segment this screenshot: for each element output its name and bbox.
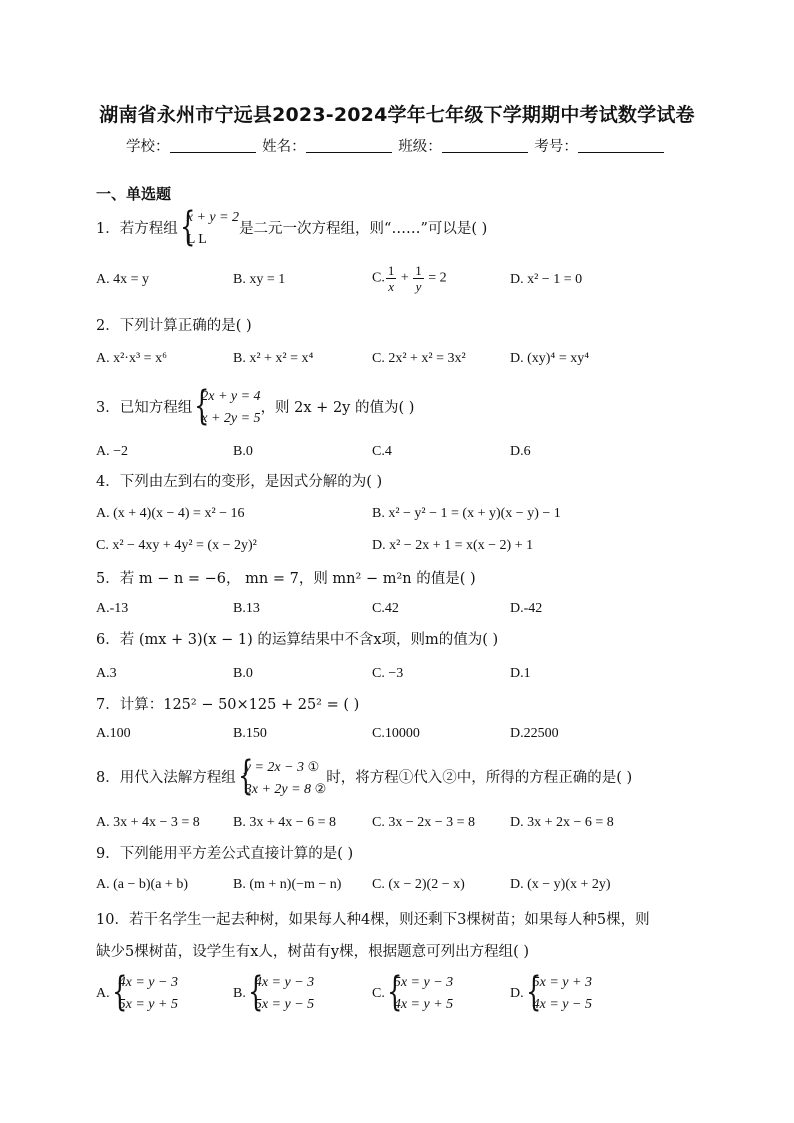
q1-stem-post: 是二元一次方程组，则“……”可以是( ) (239, 221, 488, 237)
q4-option-c: C. x² − 4xy + 4y² = (x − 2y)² (96, 538, 257, 553)
q4-option-b: B. x² − y² − 1 = (x + y)(x − y) − 1 (372, 506, 561, 521)
frac-numerator: 1 (415, 263, 422, 278)
q10-a-label: A. (96, 986, 110, 1001)
name-label: 姓名： (262, 139, 306, 155)
q7-option-d: D.22500 (510, 726, 559, 741)
question-8 (96, 756, 632, 800)
q10-c-label: C. (372, 986, 385, 1001)
frac-denominator: y (415, 279, 422, 294)
q10-d-row2: 4x = y − 5 (532, 997, 592, 1012)
q10-b-label: B. (233, 986, 246, 1001)
q10-d-row1: { 5x = y + 3 (532, 975, 592, 990)
question-5: 5．若 m − n = −6， mn = 7，则 mn² − m²n 的值是( ) (96, 571, 476, 587)
q10-a-system (110, 972, 178, 1016)
q10-option-b (233, 972, 314, 1016)
q10-b-row1: { 4x = y − 3 (254, 975, 315, 990)
q2-option-d: D. (xy)⁴ = xy⁴ (510, 351, 590, 366)
q7-option-a: A.100 (96, 726, 131, 741)
q5-option-c: C.42 (372, 601, 399, 616)
q4-option-d: D. x² − 2x + 1 = x(x − 2) + 1 (372, 538, 534, 553)
q8-option-c: C. 3x − 2x − 3 = 8 (372, 815, 476, 830)
q9-option-c: C. (x − 2)(2 − x) (372, 877, 465, 892)
section-heading: 一、单选题 (96, 185, 172, 203)
q10-c-row2: 4x = y + 5 (393, 997, 454, 1012)
q8-option-d: D. 3x + 2x − 6 = 8 (510, 815, 614, 830)
q1-row1: { x + y = 2 (186, 210, 240, 225)
q1-c-label: C. (372, 270, 385, 286)
q1-stem-pre: 1．若方程组 (96, 221, 178, 237)
frac-denominator: x (388, 279, 394, 294)
q1-row2: L L (186, 232, 207, 247)
q3-option-d: D.6 (510, 444, 531, 459)
q1-option-b: B. xy = 1 (233, 272, 286, 287)
number-blank[interactable] (578, 138, 664, 153)
q9-option-b: B. (m + n)(−m − n) (233, 877, 342, 892)
q10-d-label: D. (510, 986, 524, 1001)
q1-option-d: D. x² − 1 = 0 (510, 272, 583, 287)
q10-option-d (510, 972, 592, 1016)
q9-option-d: D. (x − y)(x + 2y) (510, 877, 611, 892)
question-10-line2: 缺少5棵树苗，设学生有x人，树苗有y棵，根据题意可列出方程组( ) (96, 944, 530, 960)
q2-option-b: B. x² + x² = x⁴ (233, 351, 314, 366)
q2-option-a: A. x²·x³ = x⁶ (96, 351, 167, 366)
q8-stem-post: 时，将方程①代入②中，所得的方程正确的是( ) (326, 770, 633, 786)
q6-option-a: A.3 (96, 666, 117, 681)
q3-row2: x + 2y = 5 (201, 411, 261, 426)
q6-option-c: C. −3 (372, 666, 404, 681)
q10-c-row1: { 5x = y − 3 (393, 975, 454, 990)
page-title: 湖南省永州市宁远县2023-2024学年七年级下学期期中考试数学试卷 (99, 104, 695, 126)
q5-option-a: A.-13 (96, 601, 129, 616)
q10-a-row2: 5x = y + 5 (118, 997, 178, 1012)
q3-row1: { 2x + y = 4 (201, 389, 261, 404)
q7-option-b: B.150 (233, 726, 267, 741)
q10-option-a (96, 972, 178, 1016)
q1-frac-x (386, 263, 397, 294)
q6-option-b: B.0 (233, 666, 253, 681)
q8-row1: y = 2x − 3 (244, 760, 305, 775)
q1-system (178, 207, 239, 251)
number-label: 考号： (534, 139, 578, 155)
q10-d-system (524, 972, 592, 1016)
student-info-line (126, 135, 666, 156)
q6-option-d: D.1 (510, 666, 531, 681)
q8-option-b: B. 3x + 4x − 6 = 8 (233, 815, 337, 830)
q4-option-a: A. (x + 4)(x − 4) = x² − 16 (96, 506, 245, 521)
q10-b-system (246, 972, 314, 1016)
frac-numerator: 1 (387, 263, 395, 278)
q8-option-a: A. 3x + 4x − 3 = 8 (96, 815, 200, 830)
q10-b-row2: 5x = y − 5 (254, 997, 315, 1012)
school-label: 学校： (126, 139, 170, 155)
question-4: 4．下列由左到右的变形，是因式分解的为( ) (96, 474, 383, 490)
q8-row2: 3x + 2y = 8 (244, 782, 312, 797)
q3-system (192, 386, 260, 430)
q3-option-a: A. −2 (96, 444, 129, 459)
q8-row2-mark: ② (314, 781, 327, 796)
q3-option-b: B.0 (233, 444, 253, 459)
question-6: 6．若 (mx + 3)(x − 1) 的运算结果中不含x项，则m的值为( ) (96, 632, 499, 648)
name-blank[interactable] (306, 138, 392, 153)
q10-a-row1: { 4x = y − 3 (118, 975, 178, 990)
school-blank[interactable] (170, 138, 256, 153)
question-10-line1: 10．若干名学生一起去种树，如果每人种4棵，则还剩下3棵树苗；如果每人种5棵，则 (96, 912, 650, 928)
q9-option-a: A. (a − b)(a + b) (96, 877, 188, 892)
q5-option-b: B.13 (233, 601, 260, 616)
q1-frac-y (413, 263, 424, 294)
q5-option-d: D.-42 (510, 601, 543, 616)
question-7: 7．计算：125² − 50×125 + 25² = ( ) (96, 697, 360, 713)
q8-stem-pre: 8．用代入法解方程组 (96, 770, 236, 786)
question-9: 9．下列能用平方差公式直接计算的是( ) (96, 846, 354, 862)
q10-option-c (372, 972, 453, 1016)
q1-option-a: A. 4x = y (96, 272, 150, 287)
class-label: 班级： (398, 139, 442, 155)
q7-option-c: C.10000 (372, 726, 420, 741)
class-blank[interactable] (442, 138, 528, 153)
q1-option-c: C. $\frac{1}{x}$ + $\frac{1}{y}$ = 2 (372, 263, 447, 294)
q8-row1-mark: ① (307, 759, 320, 774)
q3-stem-post: ，则 2x + 2y 的值为( ) (260, 400, 415, 416)
q3-option-c: C.4 (372, 444, 392, 459)
q8-system (236, 756, 326, 800)
q2-option-c: C. 2x² + x² = 3x² (372, 351, 466, 366)
question-1 (96, 207, 487, 251)
q3-stem-pre: 3．已知方程组 (96, 400, 193, 416)
question-2: 2．下列计算正确的是( ) (96, 318, 252, 334)
question-3 (96, 386, 414, 430)
q10-c-system (385, 972, 453, 1016)
q1-c-rhs: = 2 (428, 270, 447, 286)
